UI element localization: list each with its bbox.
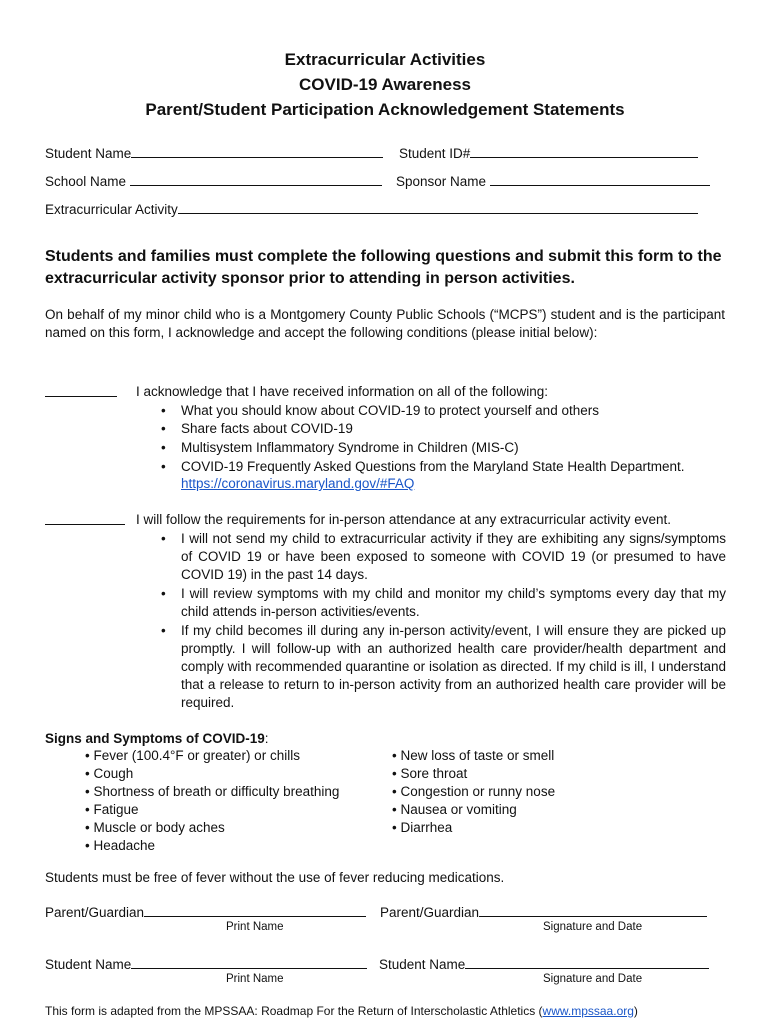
footer-close: ) <box>633 1004 638 1018</box>
sponsor-name-label: Sponsor Name <box>396 174 487 189</box>
ack1-bullet-3: • Multisystem Inflammatory Syndrome in Children (MIS-C) <box>181 439 726 457</box>
ack2-statement: I will follow the requirements for in-person attendance at any extracurricular activity event. <box>136 512 671 527</box>
symptoms-heading-colon: : <box>264 731 269 746</box>
fever-note: Students must be free of fever without the use of fever reducing medications. <box>45 870 505 885</box>
footer-text: This form is adapted from the MPSSAA: Roadmap For the Return of Interscholastic Athletics ( <box>45 1004 543 1018</box>
ack1-initial-line[interactable] <box>45 384 117 400</box>
symptom-right-2: • Sore throat <box>392 766 468 781</box>
form-title-line3: Parent/Student Participation Acknowledgement Statements <box>145 100 625 119</box>
symptom-left-2: • Cough <box>85 766 134 781</box>
parent-print-field <box>45 904 366 920</box>
parent-print-label: Parent/Guardian <box>45 905 145 920</box>
activity-label: Extracurricular Activity <box>45 202 178 217</box>
sponsor-name-line[interactable] <box>490 173 710 186</box>
student-id-label: Student ID# <box>399 146 471 161</box>
ack2-bullet-2: • I will review symptoms with my child and monitor my child’s symptoms every day that my child attends in-person activities/events. <box>181 585 726 621</box>
maryland-faq-link[interactable]: https://coronavirus.maryland.gov/#FAQ <box>181 476 415 491</box>
student-name-line[interactable] <box>131 145 383 158</box>
symptom-right-4: • Nausea or vomiting <box>392 802 517 817</box>
student-name-field <box>45 145 383 161</box>
symptoms-heading-text: Signs and Symptoms of COVID-19 <box>45 731 265 746</box>
student-sign-label: Student Name <box>379 957 466 972</box>
ack2-bullet-1: • I will not send my child to extracurricular activity if they are exhibiting any signs/symptoms of COVID 19 or have been exposed to someone with COVID 19 (or presumed to have COVID 19) in the past 14 days. <box>181 530 726 584</box>
ack1-bullet-2: • Share facts about COVID-19 <box>181 420 726 438</box>
sponsor-name-field <box>396 173 710 189</box>
instruction-text: Students and families must complete the following questions and submit this form to the extracurricular activity sponsor prior to attending in person activities. <box>45 248 722 287</box>
ack2-initial-line[interactable] <box>45 512 125 528</box>
student-print-caption: Print Name <box>226 973 284 985</box>
student-sign-caption: Signature and Date <box>543 973 643 985</box>
student-id-field <box>399 145 698 161</box>
activity-field <box>45 201 698 217</box>
student-print-line[interactable] <box>131 956 367 969</box>
form-title-line1: Extracurricular Activities <box>284 50 486 69</box>
school-name-line[interactable] <box>130 173 382 186</box>
symptom-right-1: • New loss of taste or smell <box>392 748 555 763</box>
parent-sign-label: Parent/Guardian <box>380 905 480 920</box>
symptom-right-3: • Congestion or runny nose <box>392 784 556 799</box>
ack1-statement: I acknowledge that I have received information on all of the following: <box>136 384 548 399</box>
student-print-field <box>45 956 367 972</box>
ack2-bullet-3: • If my child becomes ill during any in-person activity/event, I will ensure they are picked up promptly. I will follow-up with an authorized health care provider/health department and comply with recommended quarantine or isolation as directed. If my child is ill, I understand that a release to return to in-person activity from an authorized health care provider will be required. <box>181 622 726 712</box>
student-id-line[interactable] <box>470 145 698 158</box>
footer-note <box>45 1004 638 1018</box>
parent-sign-field <box>380 904 707 920</box>
student-sign-field <box>379 956 709 972</box>
student-name-label: Student Name <box>45 146 132 161</box>
school-name-label: School Name <box>45 174 127 189</box>
symptom-left-4: • Fatigue <box>85 802 139 817</box>
activity-line[interactable] <box>178 201 698 214</box>
symptom-left-1: • Fever (100.4°F or greater) or chills <box>85 748 300 763</box>
student-sign-line[interactable] <box>465 956 709 969</box>
symptom-left-5: • Muscle or body aches <box>85 820 225 835</box>
mpssaa-link[interactable]: www.mpssaa.org <box>542 1004 634 1018</box>
parent-sign-caption: Signature and Date <box>543 921 643 933</box>
ack1-bullet-4: • COVID-19 Frequently Asked Questions from the Maryland State Health Department. <box>181 458 726 476</box>
form-title-line2: COVID-19 Awareness <box>299 75 471 94</box>
parent-print-line[interactable] <box>144 904 366 917</box>
parent-print-caption: Print Name <box>226 921 284 933</box>
parent-sign-line[interactable] <box>479 904 707 917</box>
symptoms-heading <box>45 730 269 748</box>
symptom-left-6: • Headache <box>85 838 156 853</box>
symptom-right-5: • Diarrhea <box>392 820 453 835</box>
intro-paragraph: On behalf of my minor child who is a Montgomery County Public Schools (“MCPS”) student and is the participant named on this form, I acknowledge and accept the following conditions (please initial below): <box>45 307 725 340</box>
ack1-bullet-1: • What you should know about COVID-19 to protect yourself and others <box>181 402 726 420</box>
school-name-field <box>45 173 382 189</box>
student-print-label: Student Name <box>45 957 132 972</box>
symptom-left-3: • Shortness of breath or difficulty breathing <box>85 784 340 799</box>
